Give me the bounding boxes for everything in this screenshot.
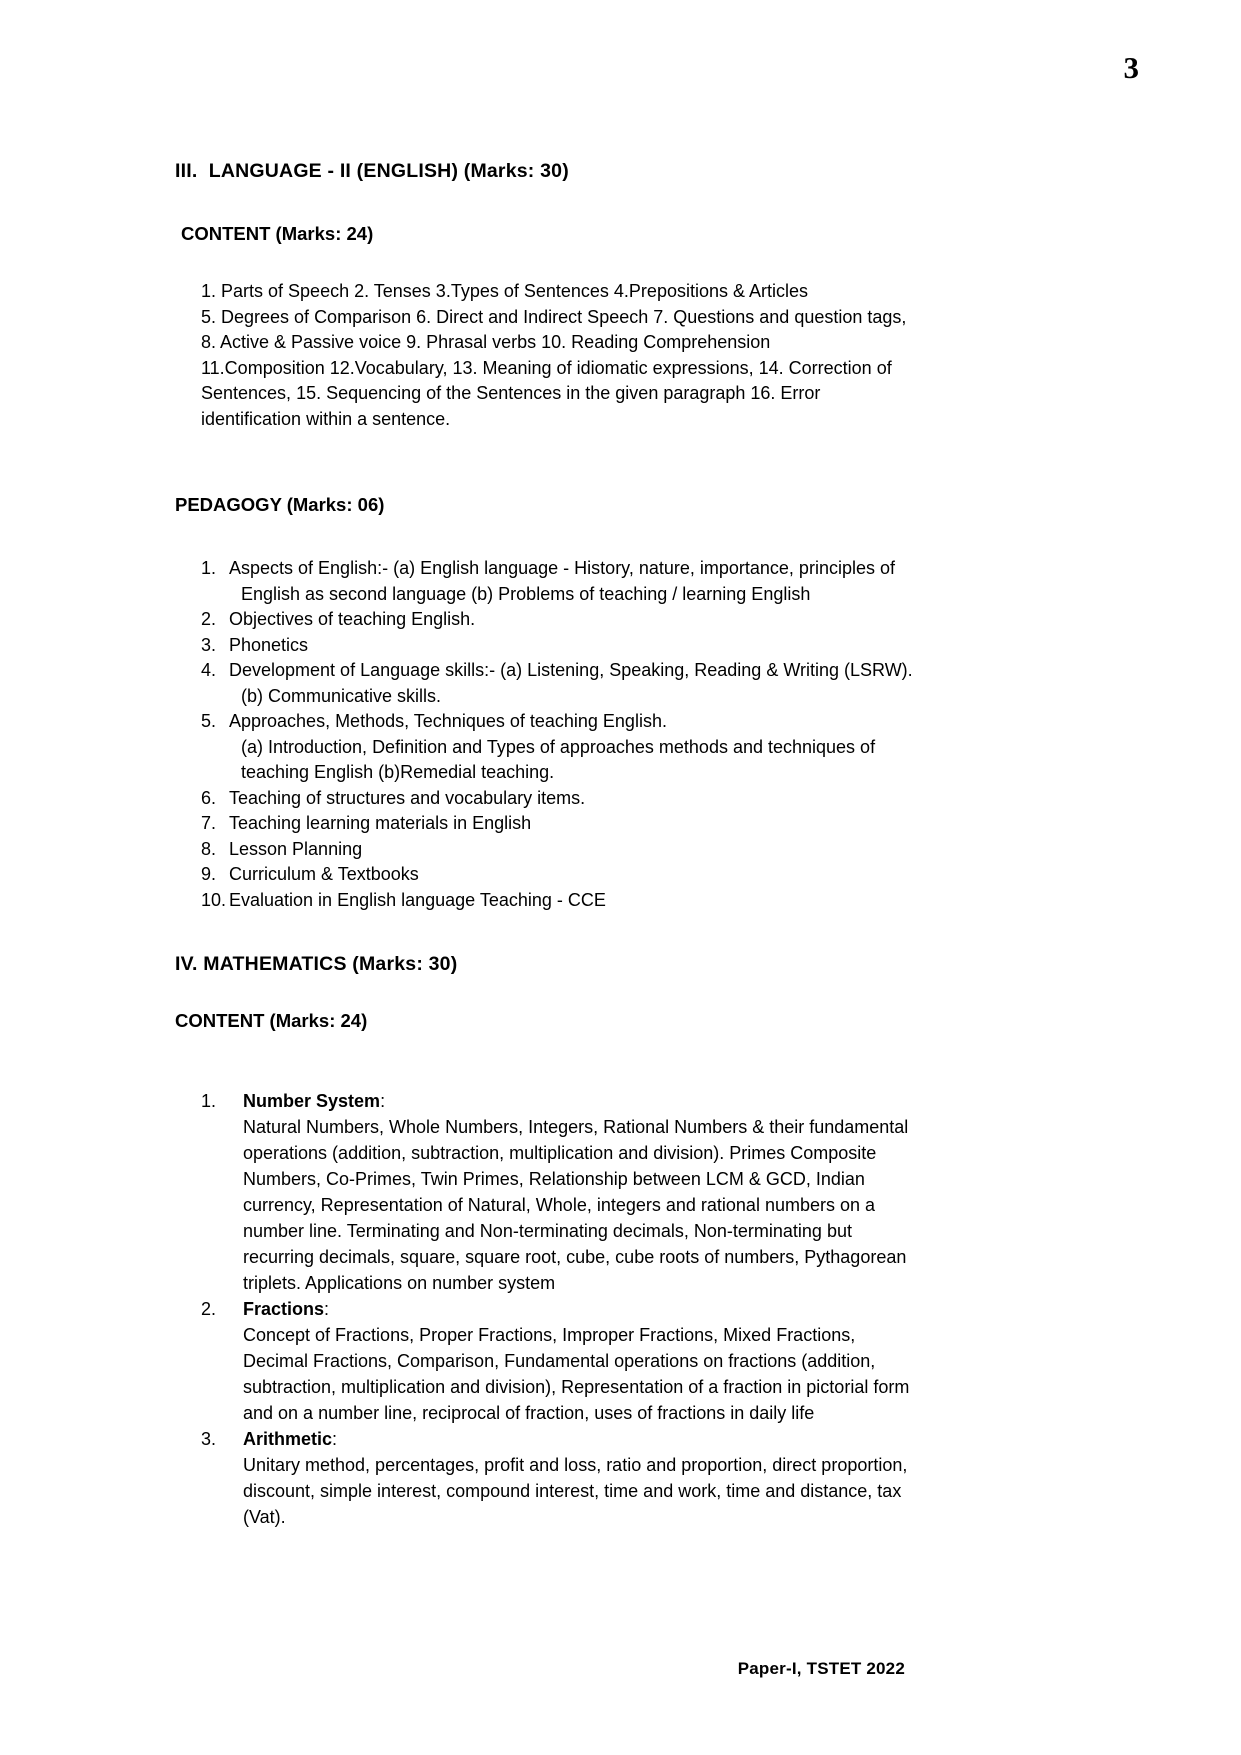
list-item-line: Aspects of English:- (a) English language - History, nature, importance, principles of bbox=[229, 558, 895, 578]
topic-line bbox=[243, 1322, 947, 1348]
topic-line bbox=[243, 1348, 947, 1374]
list-item bbox=[201, 658, 947, 709]
content-line bbox=[201, 381, 945, 407]
list-item bbox=[201, 633, 947, 659]
topic-title bbox=[243, 1296, 947, 1322]
list-item-line: Teaching learning materials in English bbox=[229, 813, 532, 833]
list-item bbox=[201, 709, 947, 786]
list-item-number: 1. bbox=[201, 1091, 217, 1111]
list-item-line: Objectives of teaching English. bbox=[229, 609, 476, 629]
topic-title-suffix: : bbox=[332, 1429, 338, 1449]
list-item-number: 7. bbox=[201, 813, 217, 833]
topic-line-text: number line. Terminating and Non-terminating decimals, Non-terminating but bbox=[243, 1221, 852, 1241]
list-item-text bbox=[229, 556, 947, 607]
page-footer: Paper-I, TSTET 2022 bbox=[737, 1659, 905, 1678]
list-item-line-text: (a) Introduction, Definition and Types of approaches methods and techniques of bbox=[241, 736, 876, 757]
topic-line-text: Numbers, Co-Primes, Twin Primes, Relationship between LCM & GCD, Indian bbox=[243, 1169, 865, 1189]
list-item bbox=[201, 888, 947, 914]
spacer bbox=[175, 245, 947, 279]
list-item-number: 1. bbox=[201, 558, 217, 578]
list-item-body bbox=[243, 1088, 947, 1296]
list-item bbox=[201, 1088, 947, 1296]
list-item bbox=[201, 862, 947, 888]
subheading-content-english: CONTENT (Marks: 24) bbox=[181, 223, 374, 244]
list-item-line: English as second language (b) Problems of teaching / learning English bbox=[241, 583, 811, 604]
topic-line-text: operations (addition, subtraction, multiplication and division). Primes Composite bbox=[243, 1143, 877, 1163]
topic-line-text: Concept of Fractions, Proper Fractions, Improper Fractions, Mixed Fractions, bbox=[243, 1325, 856, 1345]
list-item-number: 5. bbox=[201, 711, 217, 731]
topic-line bbox=[243, 1218, 947, 1244]
list-item-text bbox=[229, 633, 947, 659]
content-line: identification within a sentence. bbox=[201, 408, 451, 429]
list-item-line: Evaluation in English language Teaching - CCE bbox=[229, 889, 606, 910]
mathematics-topic-list bbox=[201, 1088, 947, 1530]
list-item-number: 3. bbox=[201, 634, 217, 655]
list-item bbox=[201, 556, 947, 607]
list-item-line: Phonetics bbox=[229, 634, 309, 655]
spacer bbox=[175, 516, 947, 556]
list-item-line: Approaches, Methods, Techniques of teaching English. bbox=[229, 711, 667, 731]
topic-paragraph bbox=[243, 1452, 947, 1530]
list-item-line: Development of Language skills:- (a) Listening, Speaking, Reading & Writing (LSRW). bbox=[229, 660, 913, 680]
list-item-text bbox=[229, 888, 947, 914]
topic-title-text: Fractions bbox=[243, 1299, 325, 1319]
list-item-text bbox=[229, 709, 947, 786]
topic-paragraph bbox=[243, 1114, 947, 1296]
list-item-number: 10. bbox=[201, 889, 227, 910]
list-item-text bbox=[229, 786, 947, 812]
list-item-line: Curriculum & Textbooks bbox=[229, 864, 419, 884]
list-item bbox=[201, 1296, 947, 1426]
page-body bbox=[175, 160, 947, 1530]
topic-line: Natural Numbers, Whole Numbers, Integers, Rational Numbers & their fundamental bbox=[243, 1117, 909, 1137]
spacer bbox=[175, 976, 947, 1010]
subheading-pedagogy-english: PEDAGOGY (Marks: 06) bbox=[175, 494, 385, 515]
subheading-content-mathematics: CONTENT (Marks: 24) bbox=[175, 1010, 368, 1031]
page-number: 3 bbox=[1123, 50, 1139, 85]
list-item-text bbox=[229, 862, 947, 888]
topic-title-text: Number System bbox=[243, 1091, 381, 1111]
list-item-body bbox=[243, 1426, 947, 1530]
list-item bbox=[201, 837, 947, 863]
list-item-line: Lesson Planning bbox=[229, 838, 363, 859]
list-item-line: (b) Communicative skills. bbox=[241, 685, 442, 706]
section-heading-language-english: III. LANGUAGE - II (ENGLISH) (Marks: 30) bbox=[175, 160, 569, 182]
topic-title-suffix: : bbox=[380, 1091, 386, 1111]
topic-paragraph bbox=[243, 1322, 947, 1426]
topic-line: (Vat). bbox=[243, 1507, 286, 1527]
section-heading-mathematics: IV. MATHEMATICS (Marks: 30) bbox=[175, 953, 458, 975]
list-item bbox=[201, 1426, 947, 1530]
list-item-number: 2. bbox=[201, 1299, 217, 1319]
content-line-text: Sentences, 15. Sequencing of the Sentences in the given paragraph 16. Error bbox=[201, 383, 821, 403]
list-item-text bbox=[229, 837, 947, 863]
content-line: 5. Degrees of Comparison 6. Direct and Indirect Speech 7. Questions and question tags, bbox=[201, 306, 907, 327]
content-line bbox=[201, 330, 945, 356]
list-item-body bbox=[243, 1296, 947, 1426]
topic-line bbox=[243, 1192, 947, 1218]
topic-title bbox=[243, 1426, 947, 1452]
spacer bbox=[175, 913, 947, 953]
topic-line bbox=[243, 1166, 947, 1192]
list-item-line bbox=[229, 735, 947, 761]
list-item-number: 6. bbox=[201, 787, 217, 808]
pedagogy-list bbox=[201, 556, 947, 913]
topic-line: recurring decimals, square, square root, cube, cube roots of numbers, Pythagorean bbox=[243, 1247, 907, 1267]
topic-line: subtraction, multiplication and division), Representation of a fraction in pictorial form bbox=[243, 1377, 910, 1397]
topic-line: discount, simple interest, compound interest, time and work, time and distance, tax bbox=[243, 1481, 902, 1501]
topic-line: triplets. Applications on number system bbox=[243, 1273, 556, 1293]
list-item-number: 8. bbox=[201, 838, 217, 859]
list-item bbox=[201, 811, 947, 837]
spacer bbox=[175, 183, 947, 223]
list-item-text bbox=[229, 658, 947, 709]
topic-line-text: Decimal Fractions, Comparison, Fundamental operations on fractions (addition, bbox=[243, 1351, 876, 1371]
content-line: 11.Composition 12.Vocabulary, 13. Meaning of idiomatic expressions, 14. Correction of bbox=[201, 357, 892, 378]
list-item bbox=[201, 786, 947, 812]
list-item-text bbox=[229, 607, 947, 633]
topic-line-text: currency, Representation of Natural, Whole, integers and rational numbers on a bbox=[243, 1195, 876, 1215]
topic-title bbox=[243, 1088, 947, 1114]
list-item-line: Teaching of structures and vocabulary items. bbox=[229, 787, 586, 808]
content-line-text: 8. Active & Passive voice 9. Phrasal verbs 10. Reading Comprehension bbox=[201, 332, 771, 352]
topic-title-text: Arithmetic bbox=[243, 1429, 333, 1449]
topic-line: Unitary method, percentages, profit and loss, ratio and proportion, direct proportion, bbox=[243, 1455, 908, 1475]
topic-line: and on a number line, reciprocal of fraction, uses of fractions in daily life bbox=[243, 1403, 815, 1423]
list-item-number: 2. bbox=[201, 609, 217, 629]
list-item bbox=[201, 607, 947, 633]
topic-title-suffix: : bbox=[324, 1299, 330, 1319]
content-line: 1. Parts of Speech 2. Tenses 3.Types of Sentences 4.Prepositions & Articles bbox=[201, 281, 809, 301]
list-item-number: 9. bbox=[201, 864, 217, 884]
list-item-number: 3. bbox=[201, 1429, 217, 1449]
list-item-text bbox=[229, 811, 947, 837]
topic-line bbox=[243, 1140, 947, 1166]
spacer bbox=[175, 1032, 947, 1088]
list-item-number: 4. bbox=[201, 660, 217, 680]
spacer bbox=[175, 432, 947, 494]
list-item-line: teaching English (b)Remedial teaching. bbox=[241, 762, 555, 782]
english-content-paragraph bbox=[201, 279, 945, 432]
